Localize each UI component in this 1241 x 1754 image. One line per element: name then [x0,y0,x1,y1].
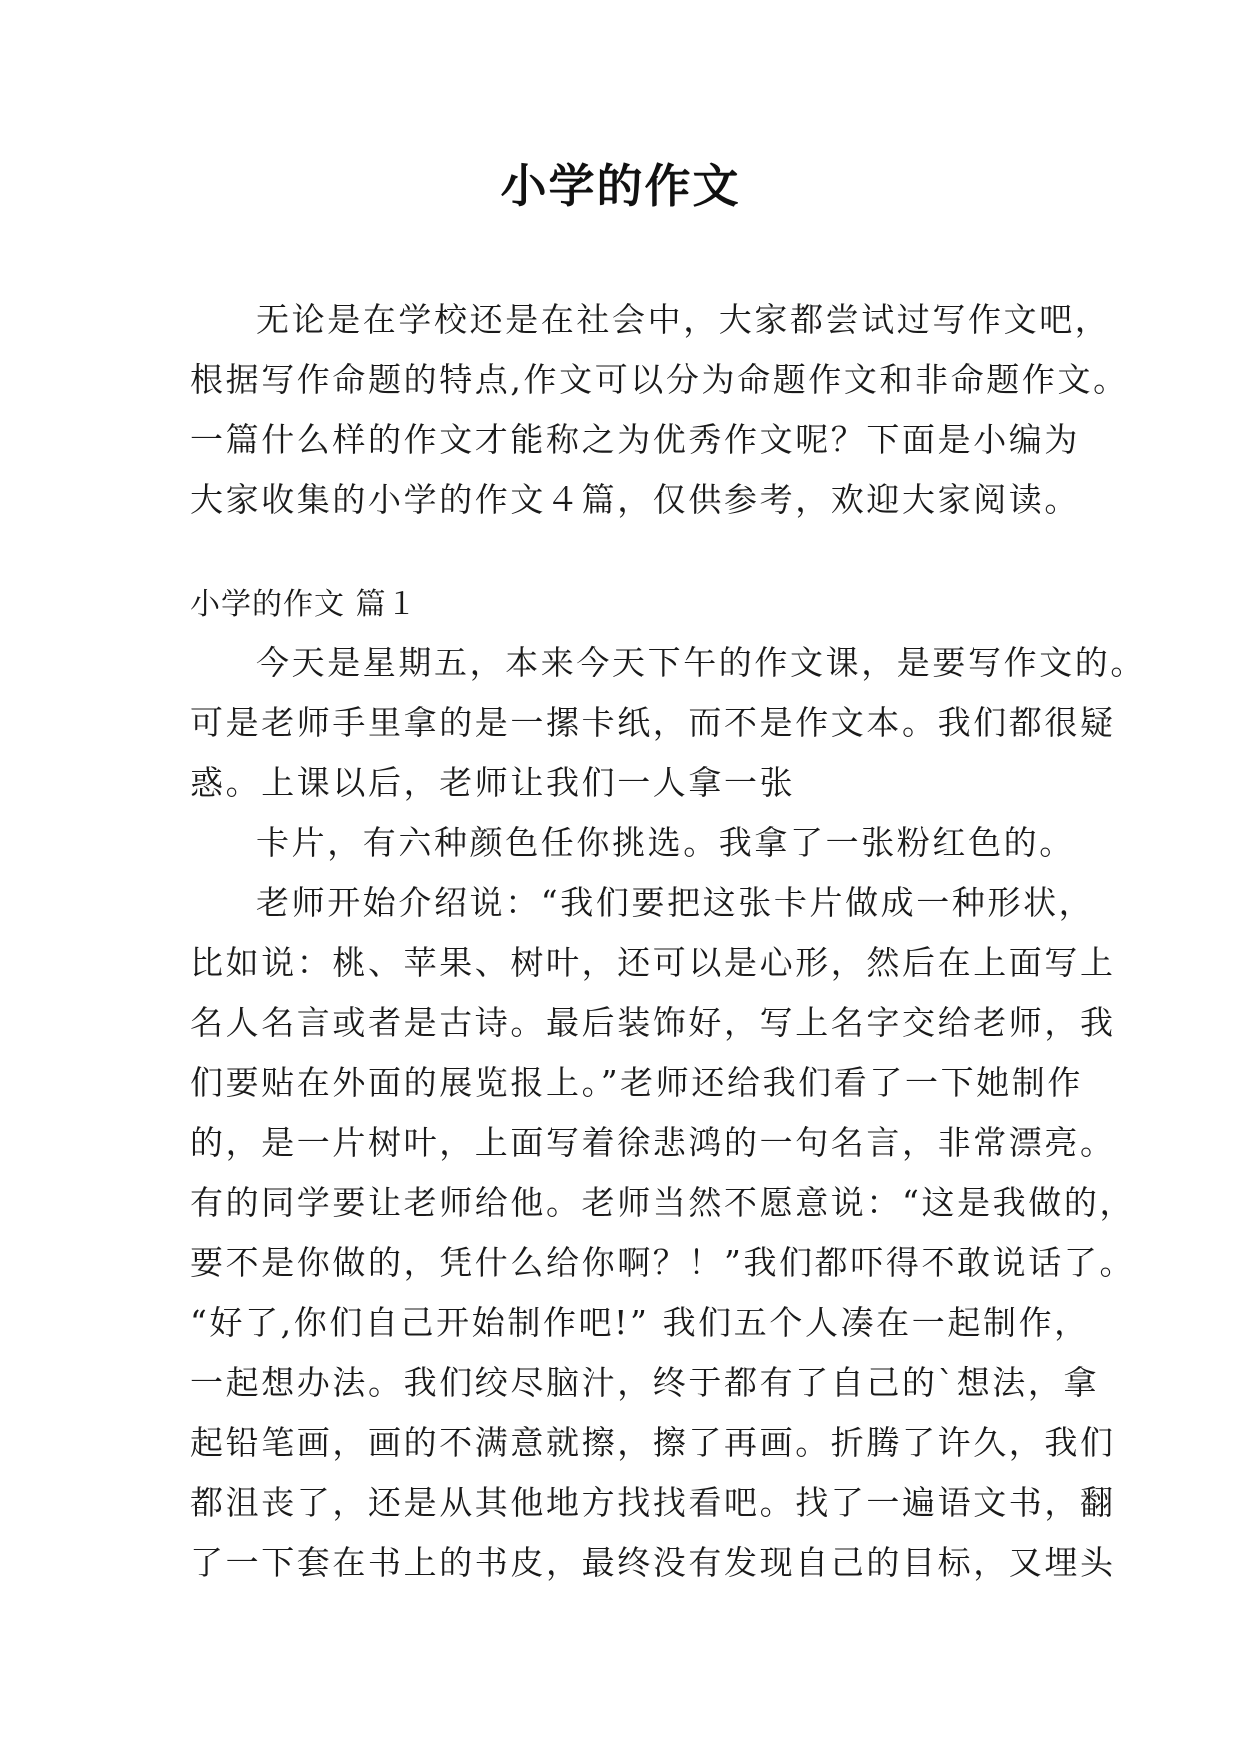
text-line: 比如说：桃、苹果、树叶，还可以是心形，然后在上面写上 [190,943,1116,982]
text-line: 大家收集的小学的作文４篇，仅供参考，欢迎大家阅读。 [190,480,1080,519]
text-line: 一篇什么样的作文才能称之为优秀作文呢？下面是小编为 [190,420,1080,459]
text-line: 今天是星期五，本来今天下午的作文课，是要写作文的。 [256,643,1146,682]
text-line: 可是老师手里拿的是一摞卡纸，而不是作文本。我们都很疑 [190,703,1116,742]
text-line: 的，是一片树叶，上面写着徐悲鸿的一句名言，非常漂亮。 [190,1123,1116,1162]
text-line: 根据写作命题的特点,作文可以分为命题作文和非命题作文。 [190,360,1129,399]
text-line: 有的同学要让老师给他。老师当然不愿意说：“这是我做的， [190,1183,1136,1222]
document-title: 小学的作文 [500,159,741,213]
text-line: 老师开始介绍说：“我们要把这张卡片做成一种形状， [256,883,1095,922]
text-line: 了一下套在书上的书皮，最终没有发现自己的目标，又埋头 [190,1543,1116,1582]
text-line: 一起想办法。我们绞尽脑汁，终于都有了自己的`想法，拿 [190,1363,1100,1402]
text-line: 名人名言或者是古诗。最后装饰好，写上名字交给老师，我 [190,1003,1116,1042]
essay-section [190,577,1146,1593]
text-line: 起铅笔画，画的不满意就擦，擦了再画。折腾了许久，我们 [190,1423,1116,1462]
text-line: 卡片，有六种颜色任你挑选。我拿了一张粉红色的。 [256,823,1075,862]
text-line: 都沮丧了，还是从其他地方找找看吧。找了一遍语文书，翻 [190,1483,1116,1522]
intro-paragraph [190,290,1129,530]
text-line: “好了,你们自己开始制作吧!” 我们五个人凑在一起制作， [190,1303,1090,1342]
text-line: 要不是你做的，凭什么给你啊？！”我们都吓得不敢说话了。 [190,1243,1136,1282]
text-line: 无论是在学校还是在社会中，大家都尝试过写作文吧， [256,300,1111,339]
section-heading: 小学的作文 篇１ [190,587,418,622]
text-line: 惑。上课以后，老师让我们一人拿一张 [190,763,796,802]
text-line: 们要贴在外面的展览报上。”老师还给我们看了一下她制作 [190,1063,1083,1102]
